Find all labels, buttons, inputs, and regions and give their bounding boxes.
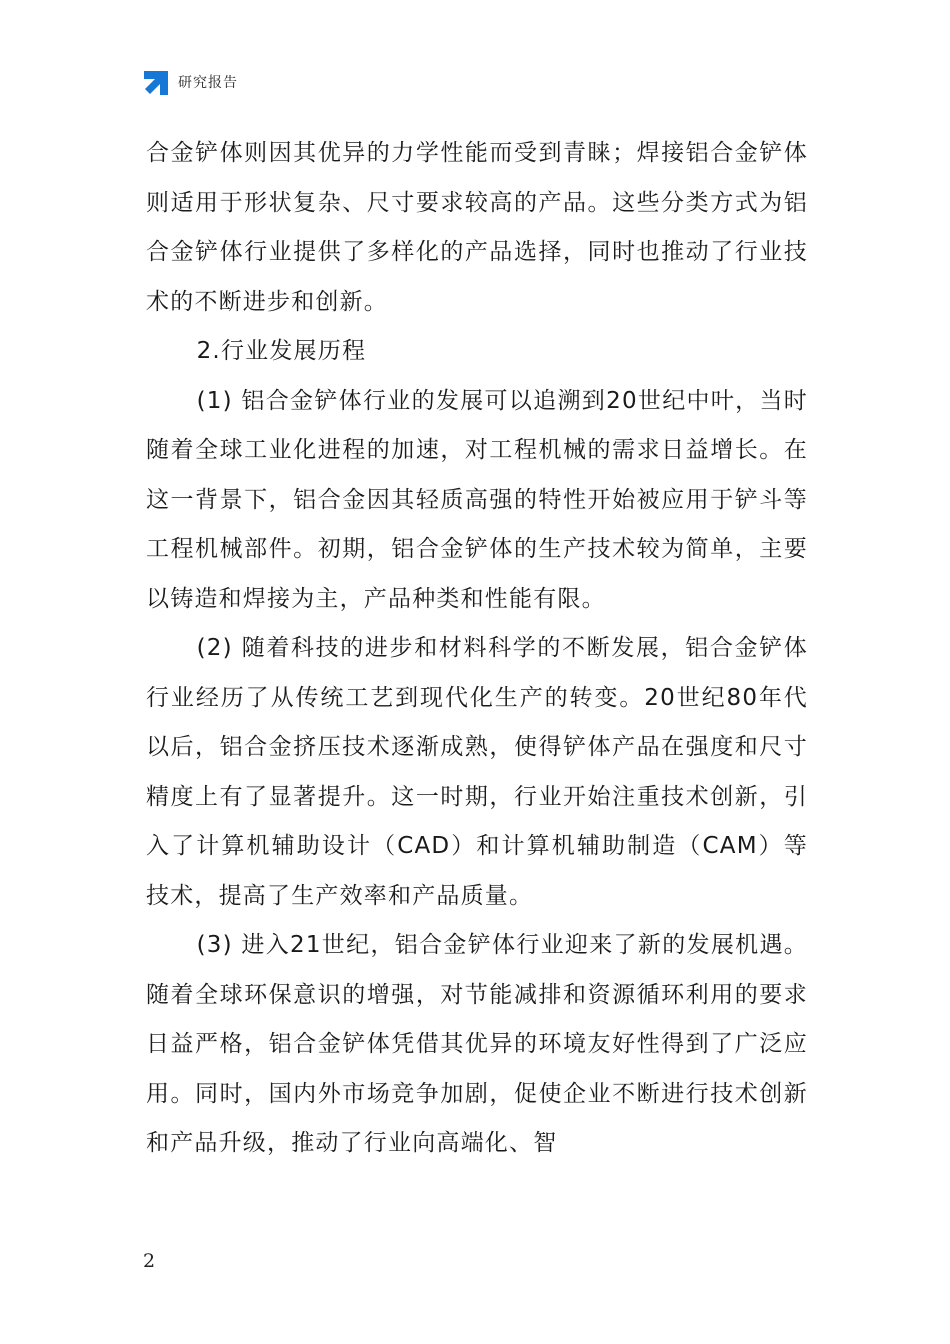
paragraph-2: (1) 铝合金铲体行业的发展可以追溯到20世纪中叶，当时随着全球工业化进程的加速，对工程机械的需求日益增长。在这一背景下，铝合金因其轻质高强的特性开始被应用于铲斗等工程机械部件。初期，铝合金铲体的生产技术较为简单，主要以铸造和焊接为主，产品种类和性能有限。 — [146, 387, 808, 612]
paragraph-3: (2) 随着科技的进步和材料科学的不断发展，铝合金铲体行业经历了从传统工艺到现代化生产的转变。20世纪80年代以后，铝合金挤压技术逐渐成熟，使得铲体产品在强度和尺寸精度上有了显著提升。这一时期，行业开始注重技术创新，引入了计算机辅助设计（CAD）和计算机辅助制造（CAM）等技术，提高了生产效率和产品质量。 — [146, 635, 808, 909]
paragraph-1: 合金铲体则因其优异的力学性能而受到青睐；焊接铝合金铲体则适用于形状复杂、尺寸要求较高的产品。这些分类方式为铝合金铲体行业提供了多样化的产品选择，同时也推动了行业技术的不断进步和创新。 — [146, 140, 808, 315]
document-body — [146, 129, 808, 1169]
paragraph-4: (3) 进入21世纪，铝合金铲体行业迎来了新的发展机遇。随着全球环保意识的增强，对节能减排和资源循环利用的要求日益严格，铝合金铲体凭借其优异的环境友好性得到了广泛应用。同时，国内外市场竞争加剧，促使企业不断进行技术创新和产品升级，推动了行业向高端化、智 — [146, 932, 808, 1156]
page-header — [143, 68, 238, 98]
section-heading: 2.行业发展历程 — [196, 338, 367, 364]
arrow-logo-icon — [143, 70, 169, 96]
page-number: 2 — [143, 1250, 156, 1272]
header-title: 研究报告 — [178, 75, 238, 91]
